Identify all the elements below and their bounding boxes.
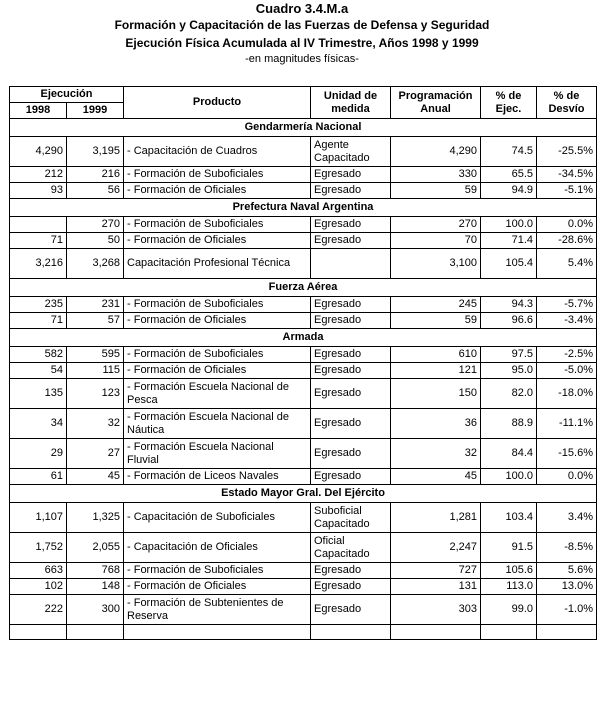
table-title: Cuadro 3.4.M.a [255, 1, 349, 16]
cell-unidad: Egresado [311, 579, 391, 595]
cell-programacion: 121 [391, 363, 481, 379]
cell-pct-ejec: 103.4 [481, 503, 537, 533]
cell-pct-ejec: 91.5 [481, 533, 537, 563]
cell-pct-ejec: 94.9 [481, 183, 537, 199]
header-pct-ejec: % de Ejec. [481, 87, 537, 119]
section-row [10, 329, 597, 347]
cell-producto: - Formación de Oficiales [124, 579, 311, 595]
cell-1999: 45 [67, 469, 124, 485]
cell-producto: - Formación de Suboficiales [124, 217, 311, 233]
cell-1999: 148 [67, 579, 124, 595]
cell-pct-ejec: 100.0 [481, 217, 537, 233]
cell-pct-desvio: -5.7% [537, 297, 597, 313]
cell-1998: 1,107 [10, 503, 67, 533]
cell-producto: - Formación de Suboficiales [124, 297, 311, 313]
cell-pct-desvio: -8.5% [537, 533, 597, 563]
cell-pct-desvio: -5.0% [537, 363, 597, 379]
cell-unidad: Egresado [311, 233, 391, 249]
header-unidad: Unidad de medida [311, 87, 391, 119]
cell-1999: 115 [67, 363, 124, 379]
header-producto: Producto [124, 87, 311, 119]
cell-unidad: Egresado [311, 409, 391, 439]
cell-producto: Capacitación Profesional Técnica [124, 249, 311, 279]
table-row [10, 595, 597, 625]
cell-unidad [311, 249, 391, 279]
cell-programacion: 610 [391, 347, 481, 363]
cell-pct-ejec: 97.5 [481, 347, 537, 363]
header-1999: 1999 [67, 103, 124, 119]
cell-1999: 216 [67, 167, 124, 183]
empty-cell [311, 625, 391, 640]
cell-programacion: 303 [391, 595, 481, 625]
cell-pct-ejec: 113.0 [481, 579, 537, 595]
cell-1999: 2,055 [67, 533, 124, 563]
section-title: Prefectura Naval Argentina [10, 199, 597, 217]
cell-pct-desvio: 0.0% [537, 217, 597, 233]
cell-1998: 212 [10, 167, 67, 183]
cell-pct-ejec: 94.3 [481, 297, 537, 313]
section-row [10, 199, 597, 217]
table-row [10, 439, 597, 469]
cell-programacion: 4,290 [391, 137, 481, 167]
cell-producto: - Formación de Suboficiales [124, 563, 311, 579]
cell-unidad: Egresado [311, 347, 391, 363]
table-row [10, 533, 597, 563]
cell-unidad: Suboficial Capacitado [311, 503, 391, 533]
cell-unidad: Agente Capacitado [311, 137, 391, 167]
cell-unidad: Egresado [311, 217, 391, 233]
section-row [10, 119, 597, 137]
cell-pct-ejec: 88.9 [481, 409, 537, 439]
cell-1999: 50 [67, 233, 124, 249]
cell-1999: 3,268 [67, 249, 124, 279]
cell-1998: 93 [10, 183, 67, 199]
cell-programacion: 32 [391, 439, 481, 469]
cell-1998: 235 [10, 297, 67, 313]
section-title: Fuerza Aérea [10, 279, 597, 297]
table-row [10, 469, 597, 485]
section-title: Armada [10, 329, 597, 347]
table-row [10, 183, 597, 199]
table-row [10, 233, 597, 249]
cell-pct-desvio: -1.0% [537, 595, 597, 625]
cell-1998 [10, 217, 67, 233]
cell-producto: - Formación de Suboficiales [124, 167, 311, 183]
header-pct-desvio: % de Desvío [537, 87, 597, 119]
cell-producto: - Formación de Oficiales [124, 313, 311, 329]
cell-producto: - Formación de Subtenientes de Reserva [124, 595, 311, 625]
cell-1998: 3,216 [10, 249, 67, 279]
cell-pct-desvio: 13.0% [537, 579, 597, 595]
cell-pct-desvio: -15.6% [537, 439, 597, 469]
cell-1999: 595 [67, 347, 124, 363]
cell-pct-ejec: 100.0 [481, 469, 537, 485]
empty-row [10, 625, 597, 640]
cell-1998: 71 [10, 313, 67, 329]
cell-producto: - Capacitación de Oficiales [124, 533, 311, 563]
cell-1998: 54 [10, 363, 67, 379]
cell-1999: 1,325 [67, 503, 124, 533]
cell-pct-ejec: 95.0 [481, 363, 537, 379]
cell-pct-desvio: 5.6% [537, 563, 597, 579]
cell-producto: - Formación de Oficiales [124, 233, 311, 249]
cell-pct-desvio: -11.1% [537, 409, 597, 439]
table-row [10, 363, 597, 379]
cell-1999: 300 [67, 595, 124, 625]
cell-programacion: 727 [391, 563, 481, 579]
cell-pct-ejec: 99.0 [481, 595, 537, 625]
cell-producto: - Formación de Oficiales [124, 183, 311, 199]
table-row [10, 347, 597, 363]
cell-pct-desvio: 0.0% [537, 469, 597, 485]
cell-pct-desvio: -28.6% [537, 233, 597, 249]
table-body [10, 119, 597, 640]
cell-unidad: Egresado [311, 379, 391, 409]
cell-pct-desvio: 3.4% [537, 503, 597, 533]
cell-1999: 32 [67, 409, 124, 439]
table-row [10, 137, 597, 167]
cell-1999: 27 [67, 439, 124, 469]
cell-producto: - Formación Escuela Nacional de Náutica [124, 409, 311, 439]
cell-pct-ejec: 74.5 [481, 137, 537, 167]
data-table [9, 86, 597, 640]
cell-1998: 663 [10, 563, 67, 579]
cell-programacion: 59 [391, 313, 481, 329]
cell-unidad: Egresado [311, 469, 391, 485]
cell-pct-desvio: -5.1% [537, 183, 597, 199]
cell-1999: 56 [67, 183, 124, 199]
table-row [10, 503, 597, 533]
cell-pct-ejec: 71.4 [481, 233, 537, 249]
cell-unidad: Egresado [311, 439, 391, 469]
section-row [10, 485, 597, 503]
cell-pct-ejec: 96.6 [481, 313, 537, 329]
cell-programacion: 70 [391, 233, 481, 249]
cell-1999: 3,195 [67, 137, 124, 167]
cell-unidad: Egresado [311, 183, 391, 199]
cell-unidad: Oficial Capacitado [311, 533, 391, 563]
cell-unidad: Egresado [311, 167, 391, 183]
empty-cell [537, 625, 597, 640]
cell-programacion: 270 [391, 217, 481, 233]
cell-1999: 231 [67, 297, 124, 313]
empty-cell [124, 625, 311, 640]
cell-programacion: 45 [391, 469, 481, 485]
cell-producto: - Capacitación de Suboficiales [124, 503, 311, 533]
table-row [10, 217, 597, 233]
table-row [10, 409, 597, 439]
cell-unidad: Egresado [311, 363, 391, 379]
cell-pct-desvio: -34.5% [537, 167, 597, 183]
empty-cell [10, 625, 67, 640]
table-period: Ejecución Física Acumulada al IV Trimestre, Años 1998 y 1999 [125, 36, 479, 50]
cell-unidad: Egresado [311, 297, 391, 313]
cell-producto: - Formación de Liceos Navales [124, 469, 311, 485]
table-subtitle: Formación y Capacitación de las Fuerzas de Defensa y Seguridad [114, 18, 490, 32]
cell-unidad: Egresado [311, 595, 391, 625]
section-row [10, 279, 597, 297]
empty-cell [391, 625, 481, 640]
header-1998: 1998 [10, 103, 67, 119]
empty-cell [481, 625, 537, 640]
header-ejecucion: Ejecución [10, 87, 124, 103]
cell-1998: 71 [10, 233, 67, 249]
cell-pct-ejec: 84.4 [481, 439, 537, 469]
cell-1998: 1,752 [10, 533, 67, 563]
cell-programacion: 3,100 [391, 249, 481, 279]
cell-1998: 222 [10, 595, 67, 625]
cell-programacion: 131 [391, 579, 481, 595]
cell-producto: - Formación de Oficiales [124, 363, 311, 379]
cell-producto: - Formación Escuela Nacional Fluvial [124, 439, 311, 469]
cell-programacion: 245 [391, 297, 481, 313]
cell-pct-ejec: 105.6 [481, 563, 537, 579]
cell-programacion: 150 [391, 379, 481, 409]
cell-pct-desvio: -2.5% [537, 347, 597, 363]
cell-pct-ejec: 65.5 [481, 167, 537, 183]
table-row [10, 167, 597, 183]
cell-pct-desvio: -3.4% [537, 313, 597, 329]
cell-pct-desvio: -25.5% [537, 137, 597, 167]
cell-programacion: 59 [391, 183, 481, 199]
cell-programacion: 36 [391, 409, 481, 439]
cell-1998: 102 [10, 579, 67, 595]
table-note: -en magnitudes físicas- [245, 53, 359, 65]
table-row [10, 379, 597, 409]
table-row [10, 579, 597, 595]
cell-1998: 4,290 [10, 137, 67, 167]
cell-1998: 34 [10, 409, 67, 439]
cell-producto: - Capacitación de Cuadros [124, 137, 311, 167]
cell-programacion: 2,247 [391, 533, 481, 563]
cell-unidad: Egresado [311, 313, 391, 329]
cell-pct-ejec: 105.4 [481, 249, 537, 279]
cell-programacion: 1,281 [391, 503, 481, 533]
cell-1999: 768 [67, 563, 124, 579]
empty-cell [67, 625, 124, 640]
table-row [10, 313, 597, 329]
cell-producto: - Formación de Suboficiales [124, 347, 311, 363]
table-row [10, 249, 597, 279]
header-programacion: Programación Anual [391, 87, 481, 119]
cell-producto: - Formación Escuela Nacional de Pesca [124, 379, 311, 409]
cell-1998: 582 [10, 347, 67, 363]
table-row [10, 297, 597, 313]
section-title: Gendarmería Nacional [10, 119, 597, 137]
cell-1999: 270 [67, 217, 124, 233]
cell-unidad: Egresado [311, 563, 391, 579]
cell-1999: 57 [67, 313, 124, 329]
cell-programacion: 330 [391, 167, 481, 183]
cell-1998: 29 [10, 439, 67, 469]
table-row [10, 563, 597, 579]
cell-1998: 135 [10, 379, 67, 409]
cell-pct-ejec: 82.0 [481, 379, 537, 409]
cell-1998: 61 [10, 469, 67, 485]
cell-pct-desvio: 5.4% [537, 249, 597, 279]
section-title: Estado Mayor Gral. Del Ejército [10, 485, 597, 503]
cell-1999: 123 [67, 379, 124, 409]
cell-pct-desvio: -18.0% [537, 379, 597, 409]
